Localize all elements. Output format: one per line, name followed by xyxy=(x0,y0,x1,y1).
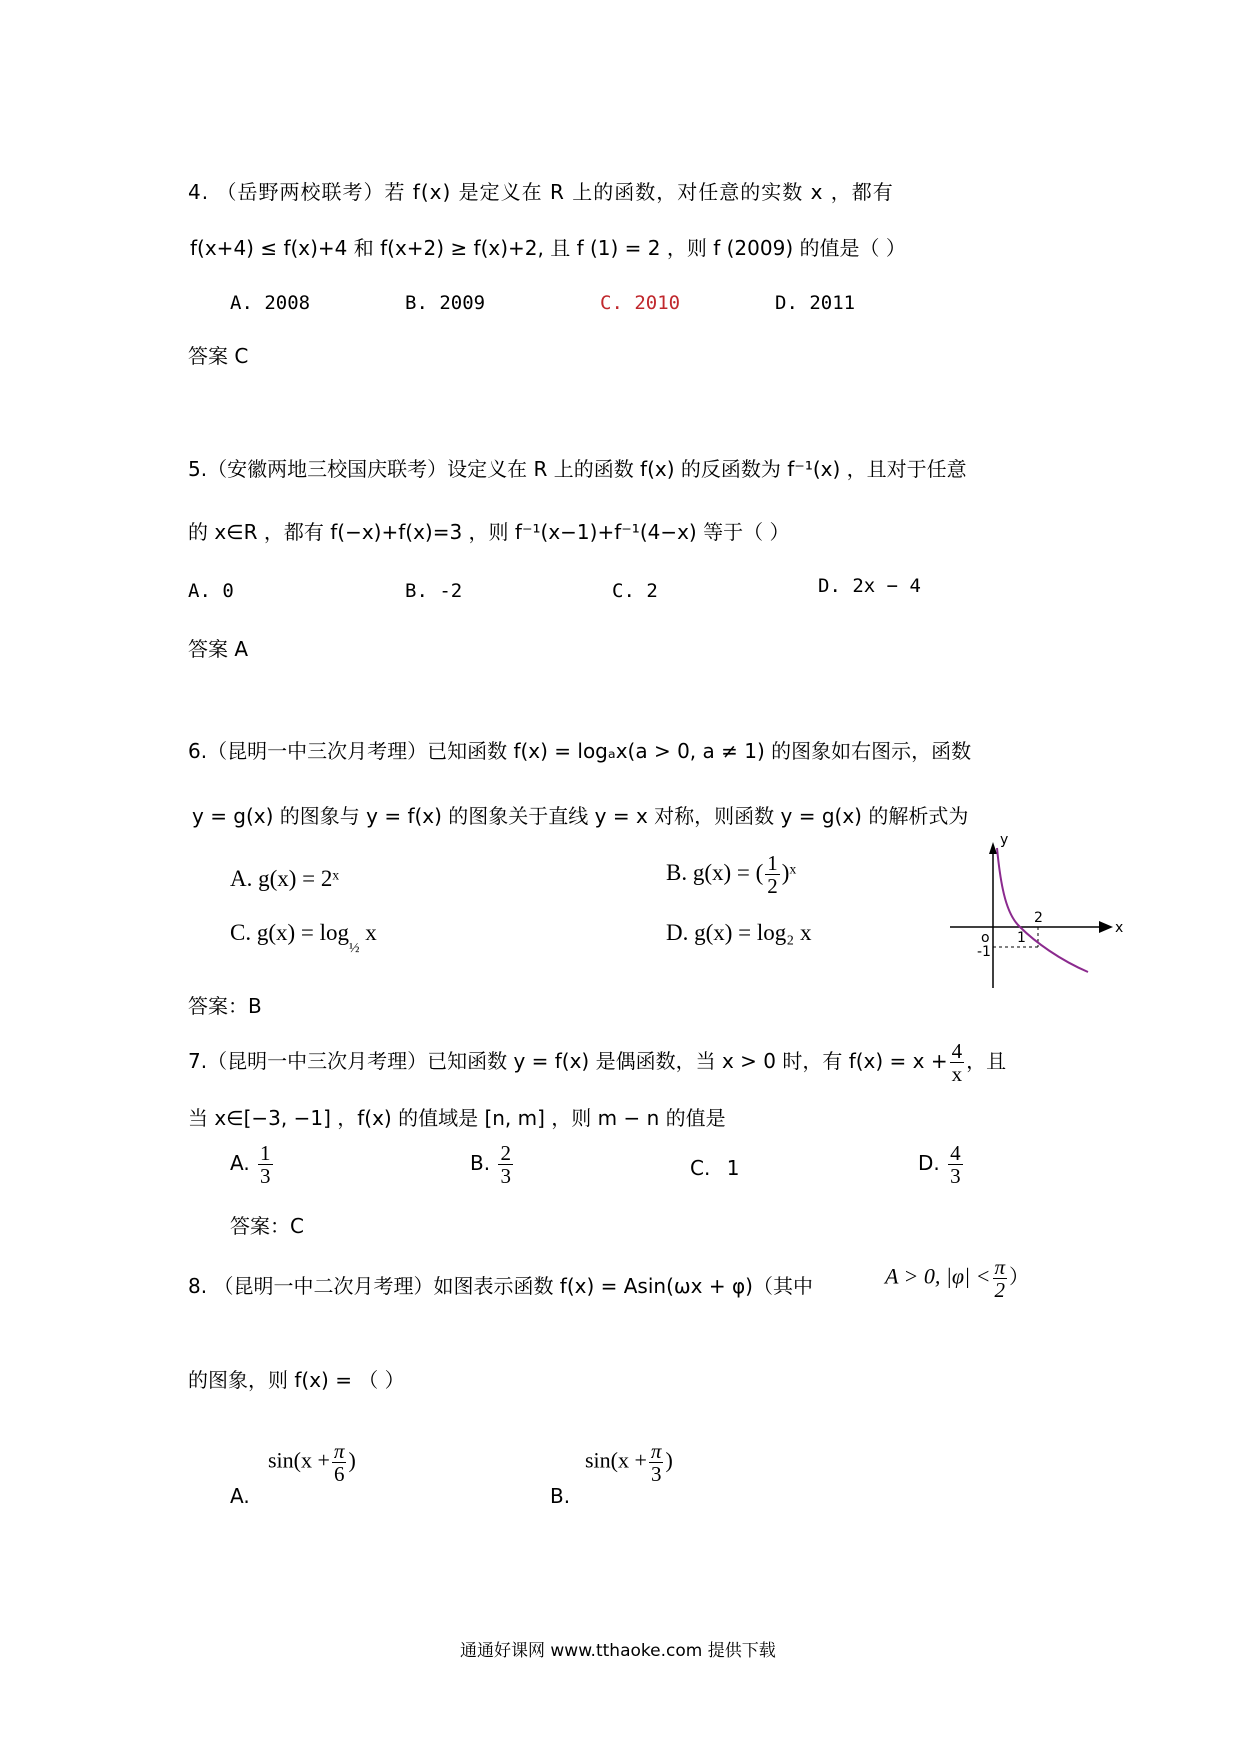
q8-choice-a-formula xyxy=(268,1440,356,1485)
q8-condition xyxy=(885,1256,1029,1301)
q4-choice-c: C. 2010 xyxy=(600,292,681,314)
q5-choice-d: D. 2x − 4 xyxy=(818,575,921,597)
q8-choice-b-frac xyxy=(649,1440,664,1485)
page-footer: 通通好课网 www.tthaoke.com 提供下载 xyxy=(460,1641,776,1661)
q8-choice-b-den: 3 xyxy=(650,1462,662,1487)
q6-choice-b-frac xyxy=(765,852,780,897)
q7-choice-b-num: 2 xyxy=(500,1141,511,1165)
q8-line1 xyxy=(188,1270,813,1299)
q6-graph-origin-label: o xyxy=(981,930,990,946)
q6-choice-b-num: 1 xyxy=(767,851,778,875)
q7-choice-c xyxy=(690,1156,739,1180)
q7-choice-a-label: A. xyxy=(230,1151,250,1176)
q8-choice-a-post: ) xyxy=(348,1447,356,1473)
q7-choice-d-frac xyxy=(948,1142,963,1187)
q7-choice-d-label: D. xyxy=(918,1151,940,1176)
q7-choice-a-den: 3 xyxy=(260,1164,271,1189)
q6-graph-neg-one-label: -1 xyxy=(977,944,991,960)
q5-choice-c: C. 2 xyxy=(612,580,658,602)
q7-line1-den: x xyxy=(951,1062,963,1087)
q5-line2: 的 x∈R ，都有 f(−x)+f(x)=3 ，则 f⁻¹(x−1)+f⁻¹(4−x) 等于（ ） xyxy=(188,520,790,544)
q8-choice-b-formula xyxy=(585,1440,673,1485)
q8-choice-a-frac xyxy=(332,1440,347,1485)
q7-choice-b-label: B. xyxy=(470,1151,491,1176)
q7-choice-c-value: 1 xyxy=(726,1156,740,1180)
q5-line1: 5.（安徽两地三校国庆联考）设定义在 R 上的函数 f(x) 的反函数为 f⁻¹(x) ，且对于任意 xyxy=(188,457,967,481)
q4-line2: f(x+4) ≤ f(x)+4 和 f(x+2) ≥ f(x)+2, 且 f (1) = 2 ，则 f (2009) 的值是（ ） xyxy=(190,236,906,260)
q7-line1 xyxy=(188,1040,1006,1085)
q7-choice-c-label: C. xyxy=(690,1156,711,1180)
q6-choice-c-text: C. g(x) = log xyxy=(230,920,350,945)
q6-choice-b-pre: B. g(x) = ( xyxy=(666,859,764,885)
q6-choice-a: A. g(x) = 2ˣ xyxy=(230,866,340,891)
q6-choice-b-den: 2 xyxy=(767,874,778,899)
q7-line1-post: ，且 xyxy=(966,1049,1007,1074)
q6-line1: 6.（昆明一中三次月考理）已知函数 f(x) = logₐx(a > 0, a ≠ 1) 的图象如右图示，函数 xyxy=(188,739,972,763)
q5-answer: 答案 A xyxy=(188,637,249,661)
q6-answer: 答案：B xyxy=(188,994,262,1018)
q8-condition-text: A > 0, |φ| < xyxy=(885,1263,991,1289)
q6-graph-two-label: 2 xyxy=(1034,910,1043,926)
q5-choice-b: B. -2 xyxy=(405,580,463,602)
q7-line2: 当 x∈[−3, −1] ，f(x) 的值域是 [n, m] ，则 m − n 的值是 xyxy=(188,1106,726,1130)
q8-choice-a-pre: sin(x + xyxy=(268,1447,330,1473)
q8-condition-close: ） xyxy=(1009,1264,1030,1289)
q6-line2: y = g(x) 的图象与 y = f(x) 的图象关于直线 y = x 对称，则函数 y = g(x) 的解析式为 xyxy=(192,804,969,828)
q8-line2: 的图象，则 f(x) = （ ） xyxy=(188,1368,405,1392)
q6-graph-y-label: y xyxy=(1000,832,1009,848)
q6-choice-c-base: ½ xyxy=(349,941,360,956)
q7-choice-d-num: 4 xyxy=(950,1141,961,1165)
q8-condition-frac xyxy=(993,1256,1008,1301)
q4-choice-a: A. 2008 xyxy=(230,292,311,314)
q7-choice-a-num: 1 xyxy=(260,1141,271,1165)
q4-line1: 4. （岳野两校联考）若 f(x) 是定义在 R 上的函数，对任意的实数 x ，都有 xyxy=(188,180,894,204)
q7-choice-a xyxy=(230,1142,275,1187)
q6-choice-b-post: )ˣ xyxy=(781,859,797,885)
q6-choice-b xyxy=(666,852,796,897)
q7-choice-b-den: 3 xyxy=(500,1164,511,1189)
q8-choice-b-post: ) xyxy=(665,1447,673,1473)
q6-choice-c-post: x xyxy=(359,920,377,945)
q7-choice-d xyxy=(918,1142,965,1187)
q6-graph-x-arrow xyxy=(1099,921,1113,933)
q6-graph-one-label: 1 xyxy=(1017,930,1026,946)
q7-line1-text: 7.（昆明一中三次月考理）已知函数 y = f(x) 是偶函数，当 x > 0 时，有 f(x) = x + xyxy=(188,1049,948,1074)
q8-line1-text: 8. （昆明一中二次月考理）如图表示函数 f(x) = Asin(ωx + φ)（其中 xyxy=(188,1274,813,1298)
q8-choice-a-label: A. xyxy=(230,1484,250,1508)
q8-choice-b-label: B. xyxy=(550,1484,571,1508)
q7-choice-b xyxy=(470,1142,515,1187)
q8-choice-a-num: π xyxy=(333,1439,345,1463)
q8-condition-den: 2 xyxy=(994,1278,1006,1303)
q8-choice-b-pre: sin(x + xyxy=(585,1447,647,1473)
q7-choice-d-den: 3 xyxy=(950,1164,961,1189)
q7-line1-num: 4 xyxy=(951,1039,963,1063)
q6-log-graph xyxy=(945,830,1125,990)
q8-choice-b-num: π xyxy=(650,1439,662,1463)
q8-condition-num: π xyxy=(994,1255,1006,1279)
q4-answer: 答案 C xyxy=(188,344,249,368)
q5-choice-a: A. 0 xyxy=(188,580,234,602)
q6-choice-c xyxy=(230,920,377,956)
q8-choice-a-den: 6 xyxy=(333,1462,345,1487)
q4-choice-d: D. 2011 xyxy=(775,292,856,314)
q6-choice-d: D. g(x) = log₂ x xyxy=(666,920,812,945)
q4-choice-b: B. 2009 xyxy=(405,292,486,314)
q6-graph-y-arrow xyxy=(989,842,997,854)
q7-answer: 答案：C xyxy=(230,1214,304,1238)
q7-choice-a-frac xyxy=(258,1142,273,1187)
q7-choice-b-frac xyxy=(498,1142,513,1187)
q6-graph-x-label: x xyxy=(1115,920,1124,936)
q7-line1-frac xyxy=(950,1040,965,1085)
